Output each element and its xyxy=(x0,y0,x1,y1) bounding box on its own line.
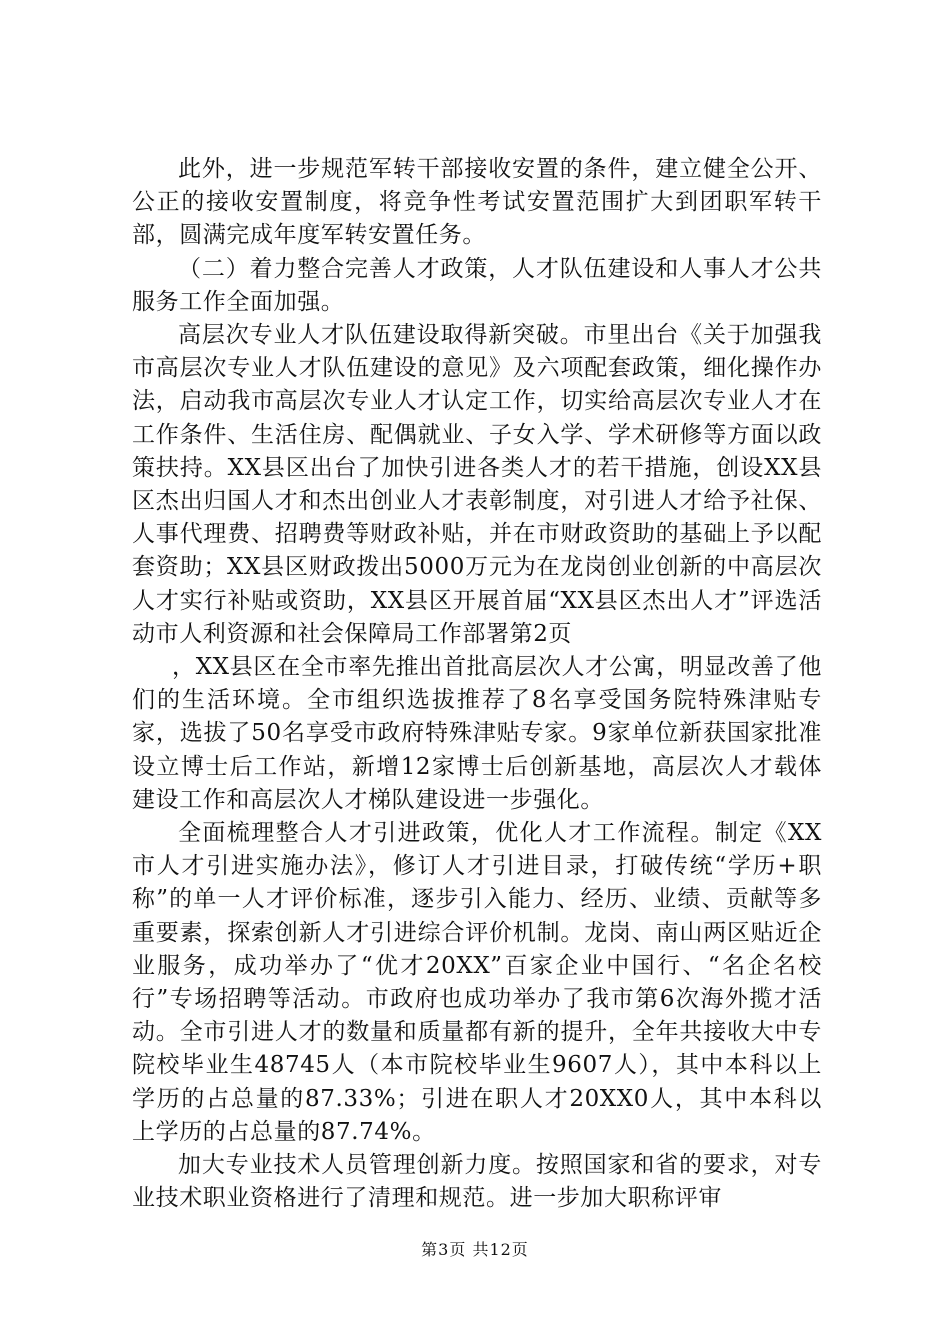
paragraph-talent-apartments: ，XX县区在全市率先推出首批高层次人才公寓，明显改善了他们的生活环境。全市组织选拔推荐了8名享受国务院特殊津贴专家，选拔了50名享受市政府特殊津贴专家。9家单位新获国家批准设立博士后工作站，新增12家博士后创新基地，高层次人才载体建设工作和高层次人才梯队建设进一步强化。 xyxy=(132,654,822,813)
page-footer xyxy=(0,1240,950,1260)
section-heading-talent-policy: （二）着力整合完善人才政策，人才队伍建设和人事人才公共服务工作全面加强。 xyxy=(132,255,822,315)
body-text xyxy=(132,153,822,1216)
paragraph-talent-introduction: 全面梳理整合人才引进政策，优化人才工作流程。制定《XX市人才引进实施办法》，修订人才引进目录，打破传统“学历+职称”的单一人才评价标准，逐步引入能力、经历、业绩、贡献等多重要素，探索创新人才引进综合评价机制。龙岗、南山两区贴近企业服务，成功举办了“优才20XX”百家企业中国行、“名企名校行”专场招聘等活动。市政府也成功举办了我市第6次海外揽才活动。全市引进人才的数量和质量都有新的提升，全年共接收大中专院校毕业生48745人（本市院校毕业生9607人），其中本科以上学历的占总量的87.33%；引进在职人才20XX0人，其中本科以上学历的占总量的87.74%。 xyxy=(132,820,822,1145)
page-number-label: 第3页 共12页 xyxy=(421,1240,529,1259)
paragraph-technical-personnel: 加大专业技术人员管理创新力度。按照国家和省的要求，对专业技术职业资格进行了清理和规范。进一步加大职称评审 xyxy=(132,1152,822,1212)
paragraph-military-placement: 此外，进一步规范军转干部接收安置的条件，建立健全公开、公正的接收安置制度，将竞争性考试安置范围扩大到团职军转干部，圆满完成年度军转安置任务。 xyxy=(132,156,822,249)
paragraph-high-level-talent: 高层次专业人才队伍建设取得新突破。市里出台《关于加强我市高层次专业人才队伍建设的意见》及六项配套政策，细化操作办法，启动我市高层次专业人才认定工作，切实给高层次专业人才在工作条件、生活住房、配偶就业、子女入学、学术研修等方面以政策扶持。XX县区出台了加快引进各类人才的若干措施，创设XX县区杰出归国人才和杰出创业人才表彰制度，对引进人才给予社保、人事代理费、招聘费等财政补贴，并在市财政资助的基础上予以配套资助；XX县区财政拨出5000万元为在龙岗创业创新的中高层次人才实行补贴或资助，XX县区开展首届“XX县区杰出人才”评选活动市人利资源和社会保障局工作部署第2页 xyxy=(132,322,822,647)
